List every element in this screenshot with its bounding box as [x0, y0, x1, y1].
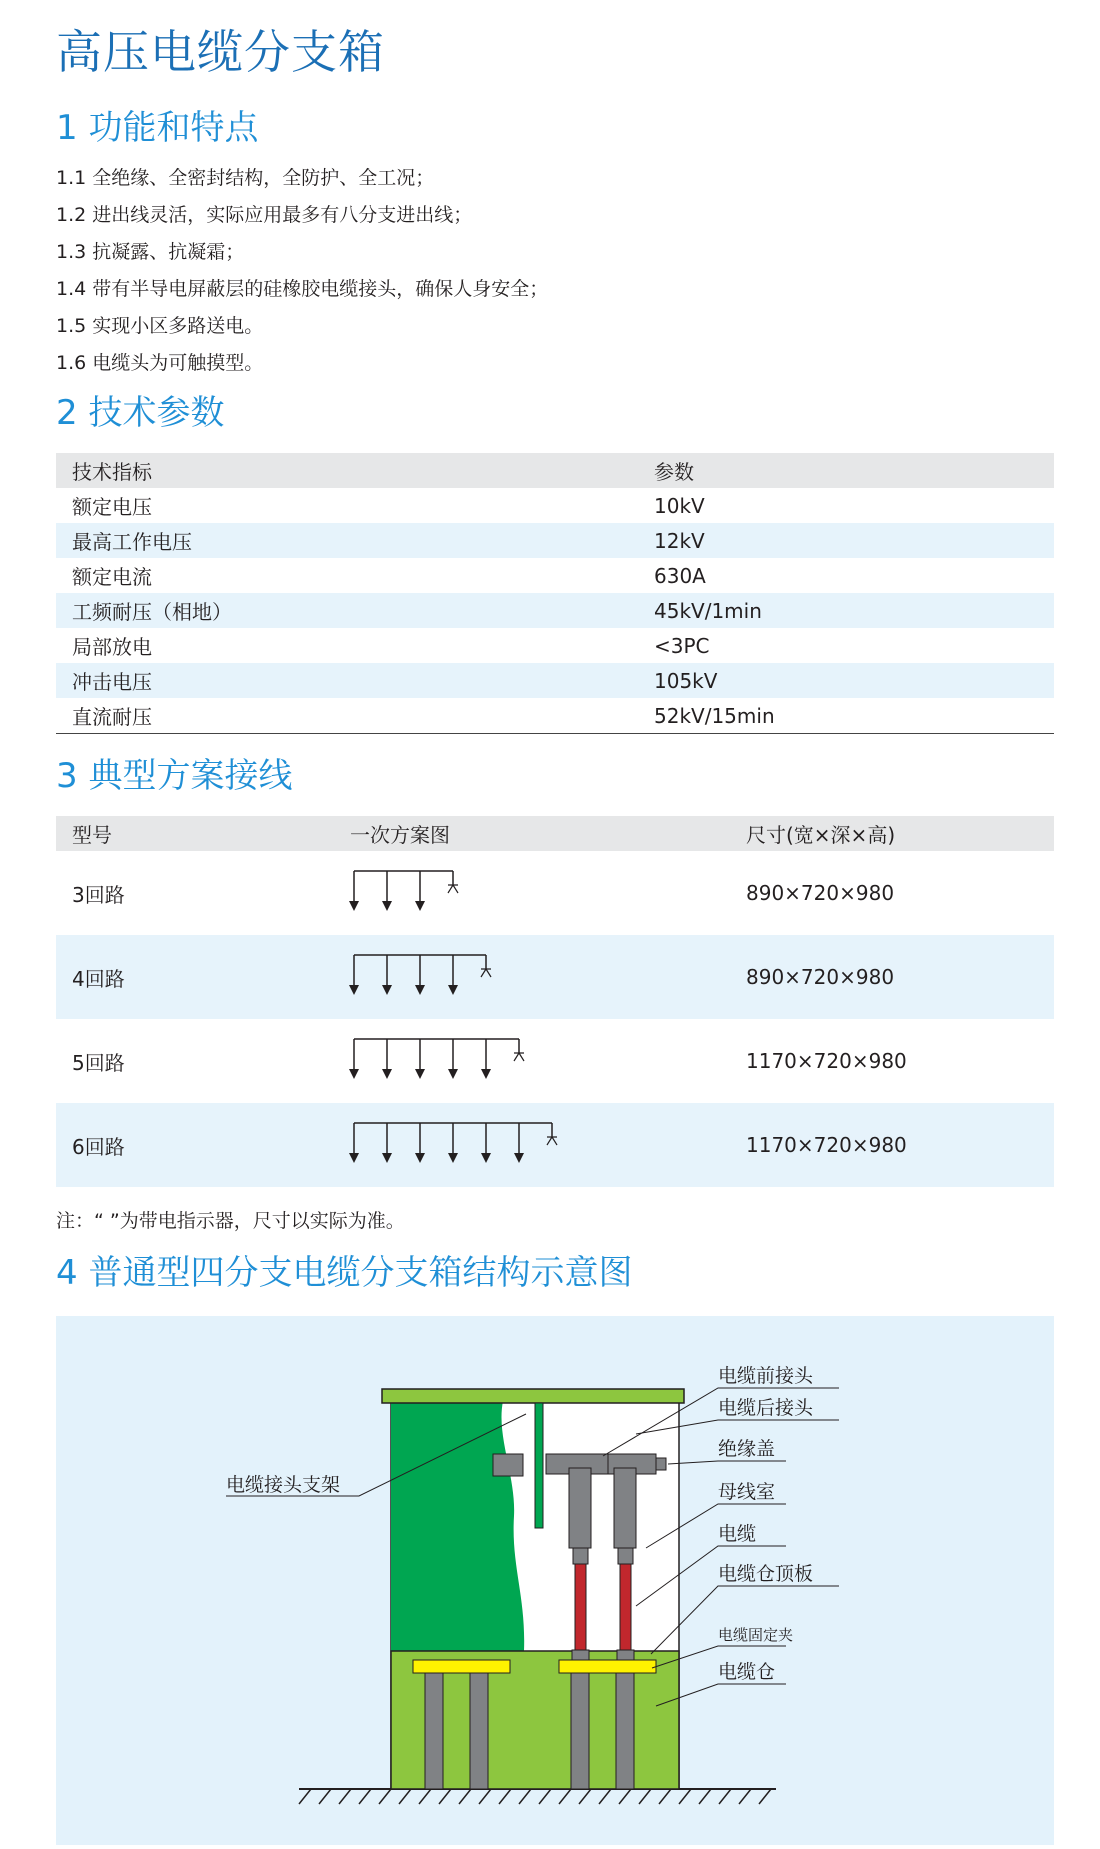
- scheme-table: [56, 816, 1054, 1187]
- table-row: [56, 628, 1054, 663]
- header-cell: 参数: [654, 453, 1054, 488]
- size-cell: 1170×720×980: [746, 1049, 907, 1073]
- section-heading-params: 2 技术参数: [56, 393, 225, 433]
- branch-arrow: [448, 1069, 458, 1079]
- feature-item: 1.2 进出线灵活，实际应用最多有八分支进出线；: [56, 204, 473, 226]
- insulating-cap: [656, 1458, 666, 1470]
- label-front-connector: 电缆前接头: [718, 1365, 814, 1387]
- scheme-cell: [334, 935, 730, 1019]
- label-busbar-room: 母线室: [718, 1481, 776, 1503]
- feature-item: 1.5 实现小区多路送电。: [56, 315, 264, 337]
- table-row: [56, 593, 1054, 628]
- table-row: [56, 851, 1054, 935]
- label-top-plate: 电缆仓顶板: [718, 1563, 814, 1585]
- table-row: [56, 558, 1054, 593]
- scheme-cell: [334, 1103, 730, 1187]
- live-indicator-icon: [481, 969, 491, 977]
- model-cell: 3回路: [72, 882, 125, 907]
- param-name: 冲击电压: [56, 663, 654, 698]
- param-value: 52kV/15min: [654, 703, 775, 728]
- feature-item: 1.3 抗凝露、抗凝霜；: [56, 241, 245, 263]
- live-indicator-icon: [514, 1053, 524, 1061]
- branch-arrow: [349, 985, 359, 995]
- label-bracket: 电缆接头支架: [226, 1474, 341, 1496]
- branch-arrow: [481, 1069, 491, 1079]
- ground-hatching: [299, 1789, 771, 1804]
- label-rear-connector: 电缆后接头: [718, 1397, 814, 1419]
- structure-diagram: [56, 1316, 1054, 1845]
- scheme-cell: [334, 1019, 730, 1103]
- label-clamp: 电缆固定夹: [718, 1626, 794, 1644]
- param-value: 10kV: [654, 493, 705, 518]
- param-name: 直流耐压: [72, 705, 152, 729]
- branch-arrow: [349, 901, 359, 911]
- param-value: 630A: [654, 563, 706, 588]
- live-indicator-icon: [448, 885, 458, 893]
- param-value: 12kV: [654, 523, 1054, 558]
- param-value: 45kV/1min: [654, 593, 1054, 628]
- cable-clamp: [559, 1660, 656, 1673]
- label-cable: 电缆: [718, 1523, 757, 1545]
- table-row: [56, 663, 1054, 698]
- cable-red: [575, 1564, 586, 1652]
- scheme-cell: [334, 851, 730, 935]
- model-cell: 6回路: [56, 1103, 334, 1187]
- label-cable-compartment: 电缆仓: [718, 1661, 776, 1683]
- branch-arrow: [448, 985, 458, 995]
- cable-clamp: [413, 1660, 510, 1673]
- bus-stub: [493, 1454, 523, 1476]
- cable-grey: [616, 1666, 634, 1789]
- size-cell: 890×720×980: [746, 881, 895, 905]
- wiring-diagram: [334, 1029, 594, 1089]
- param-name: 最高工作电压: [56, 523, 654, 558]
- label-insulating-cap: 绝缘盖: [718, 1438, 776, 1460]
- cable-grey: [571, 1666, 589, 1789]
- header-cell: 一次方案图: [334, 816, 730, 851]
- table-header-row: [56, 453, 1054, 488]
- table-header-row: [56, 816, 1054, 851]
- section-heading-features: 1 功能和特点: [56, 108, 259, 148]
- branch-arrow: [382, 1069, 392, 1079]
- header-cell: 尺寸(宽×深×高): [730, 816, 1054, 851]
- param-name: 额定电流: [72, 565, 152, 589]
- table-row: [56, 1103, 1054, 1187]
- structure-svg: [56, 1316, 1054, 1845]
- wiring-diagram: [334, 945, 594, 1005]
- cabinet-roof: [382, 1389, 684, 1403]
- live-indicator-icon: [547, 1137, 557, 1145]
- model-cell: 4回路: [56, 935, 334, 1019]
- page-title: 高压电缆分支箱: [56, 25, 385, 79]
- header-cell: 技术指标: [56, 453, 654, 488]
- branch-arrow: [415, 901, 425, 911]
- param-name: 工频耐压（相地）: [56, 593, 654, 628]
- bracket-post: [535, 1403, 543, 1528]
- features-list: [56, 160, 548, 382]
- branch-arrow: [514, 1153, 524, 1163]
- header-cell: 型号: [56, 816, 334, 851]
- table-row: [56, 935, 1054, 1019]
- param-name: 局部放电: [72, 635, 152, 659]
- param-value: 105kV: [654, 663, 1054, 698]
- branch-arrow: [448, 1153, 458, 1163]
- feature-item: 1.6 电缆头为可触摸型。: [56, 352, 264, 374]
- wiring-diagram: [334, 861, 594, 921]
- table-row: [56, 523, 1054, 558]
- section-heading-schemes: 3 典型方案接线: [56, 756, 293, 796]
- branch-arrow: [415, 985, 425, 995]
- table-row: [56, 698, 1054, 734]
- feature-item: 1.1 全绝缘、全密封结构，全防护、全工况；: [56, 167, 435, 189]
- branch-arrow: [382, 901, 392, 911]
- table-row: [56, 1019, 1054, 1103]
- table-row: [56, 488, 1054, 523]
- wiring-diagram: [334, 1113, 594, 1173]
- size-cell: 890×720×980: [730, 935, 1054, 1019]
- feature-item: 1.4 带有半导电屏蔽层的硅橡胶电缆接头，确保人身安全；: [56, 278, 549, 300]
- branch-arrow: [415, 1069, 425, 1079]
- branch-arrow: [382, 1153, 392, 1163]
- param-name: 额定电压: [72, 495, 152, 519]
- params-table: [56, 453, 1054, 734]
- model-cell: 5回路: [72, 1050, 125, 1075]
- section-heading-structure: 4 普通型四分支电缆分支箱结构示意图: [56, 1253, 633, 1293]
- branch-arrow: [349, 1153, 359, 1163]
- cable-red: [620, 1564, 631, 1652]
- branch-arrow: [349, 1069, 359, 1079]
- param-value: <3PC: [654, 633, 710, 658]
- cable-grey: [425, 1666, 443, 1789]
- branch-arrow: [382, 985, 392, 995]
- size-cell: 1170×720×980: [730, 1103, 1054, 1187]
- branch-arrow: [481, 1153, 491, 1163]
- branch-arrow: [415, 1153, 425, 1163]
- cable-grey: [470, 1666, 488, 1789]
- note-text: 注：“ ”为带电指示器，尺寸以实际为准。: [56, 1210, 405, 1232]
